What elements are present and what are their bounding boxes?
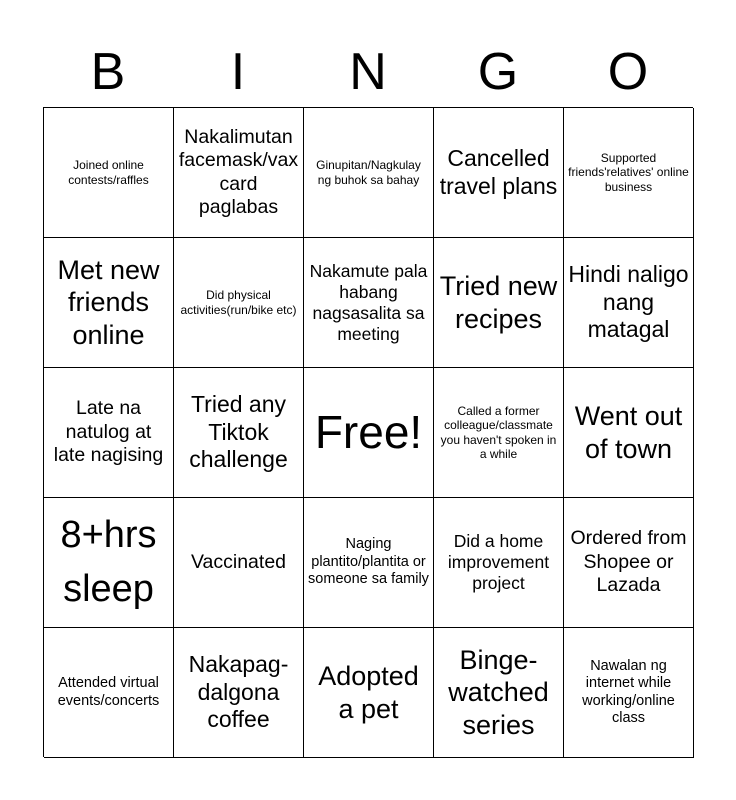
bingo-cell[interactable]: Adopted a pet: [304, 628, 434, 758]
bingo-cell[interactable]: Joined online contests/raffles: [44, 108, 174, 238]
bingo-cell[interactable]: Tried any Tiktok challenge: [174, 368, 304, 498]
header-letter-b: B: [90, 43, 126, 101]
bingo-cell[interactable]: 8+hrs sleep: [44, 498, 174, 628]
header-letter-i: I: [230, 43, 246, 101]
bingo-cell[interactable]: Supported friends'relatives' online business: [564, 108, 694, 238]
bingo-cell[interactable]: Did a home improvement project: [434, 498, 564, 628]
bingo-cell[interactable]: Went out of town: [564, 368, 694, 498]
bingo-cell[interactable]: Ginupitan/Nagkulay ng buhok sa bahay: [304, 108, 434, 238]
bingo-cell[interactable]: Tried new recipes: [434, 238, 564, 368]
bingo-cell[interactable]: Naging plantito/plantita or someone sa family: [304, 498, 434, 628]
bingo-cell[interactable]: Met new friends online: [44, 238, 174, 368]
bingo-cell[interactable]: Late na natulog at late nagising: [44, 368, 174, 498]
bingo-cell[interactable]: Attended virtual events/concerts: [44, 628, 174, 758]
header-letter-g: G: [477, 43, 519, 101]
free-space-cell[interactable]: Free!: [304, 368, 434, 498]
bingo-grid: [43, 107, 693, 757]
bingo-cell[interactable]: Nakapag-dalgona coffee: [174, 628, 304, 758]
bingo-cell[interactable]: Nakamute pala habang nagsasalita sa meeting: [304, 238, 434, 368]
bingo-cell[interactable]: Nakalimutan facemask/vax card paglabas: [174, 108, 304, 238]
bingo-cell[interactable]: Vaccinated: [174, 498, 304, 628]
bingo-cell[interactable]: Ordered from Shopee or Lazada: [564, 498, 694, 628]
bingo-cell[interactable]: Called a former colleague/classmate you haven't spoken in a while: [434, 368, 564, 498]
header-letter-o: O: [607, 43, 649, 101]
header-letter-n: N: [349, 43, 387, 101]
bingo-cell[interactable]: Did physical activities(run/bike etc): [174, 238, 304, 368]
bingo-cell[interactable]: Binge-watched series: [434, 628, 564, 758]
bingo-cell[interactable]: Nawalan ng internet while working/online class: [564, 628, 694, 758]
bingo-header: [43, 40, 693, 104]
bingo-cell[interactable]: Hindi naligo nang matagal: [564, 238, 694, 368]
bingo-cell[interactable]: Cancelled travel plans: [434, 108, 564, 238]
